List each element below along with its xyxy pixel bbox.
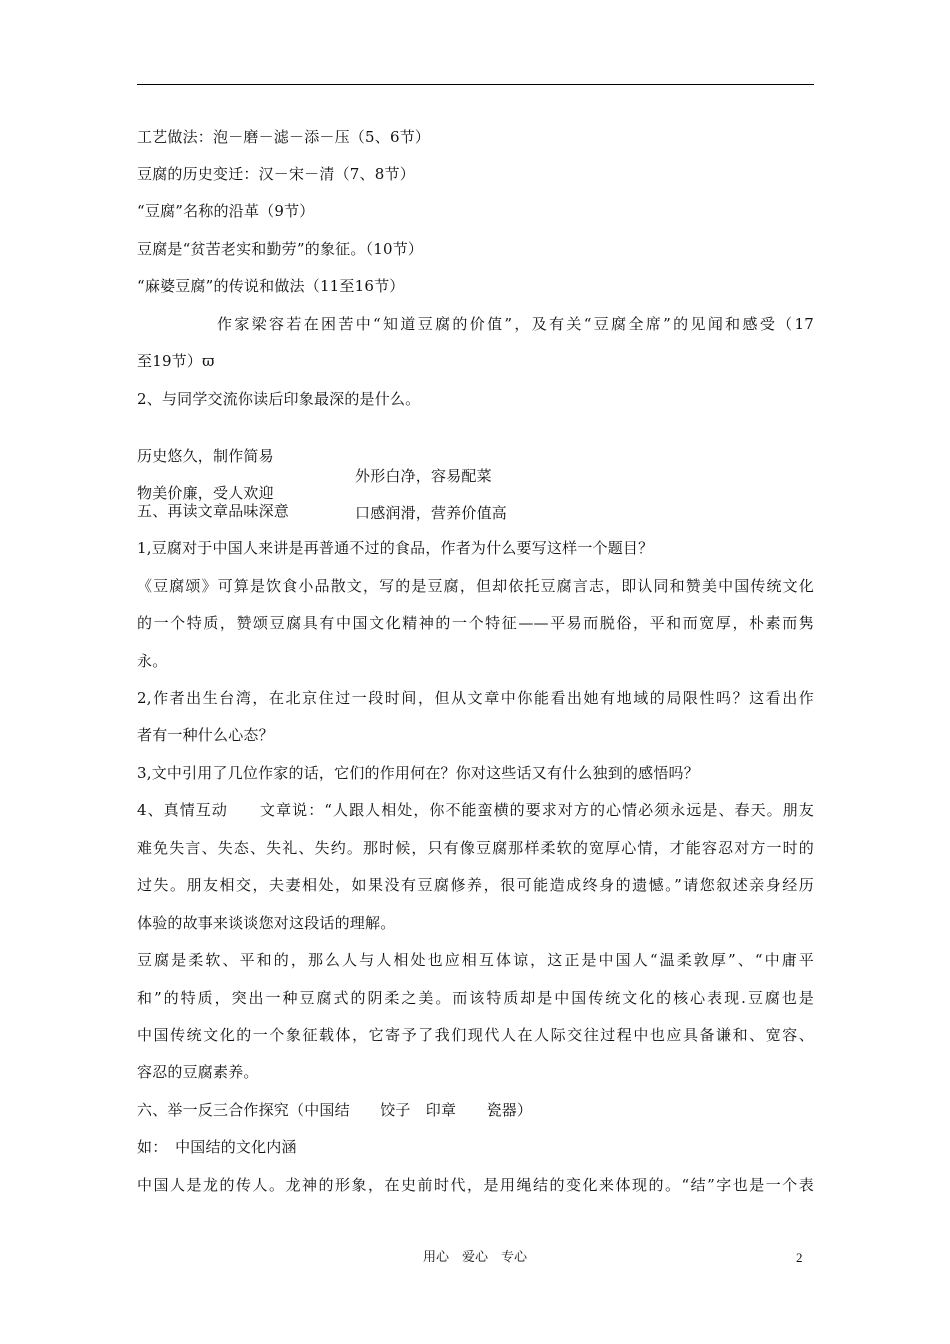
page-number: 2 xyxy=(796,1250,803,1265)
text-line: 体验的故事来谈谈您对这段话的理解。 xyxy=(137,914,396,932)
text-line: 中国人是龙的传人。龙神的形象，在史前时代，是用绳结的变化来体现的。“结”字也是一个表 xyxy=(137,1176,814,1194)
text-line: 中国传统文化的一个象征载体，它寄予了我们现代人在人际交往过程中也应具备谦和、宽容、 xyxy=(137,1026,814,1044)
section-heading: 六、举一反三合作探究（中国结 饺子 印章 瓷器） xyxy=(137,1101,533,1119)
text-line: 工艺做法：泡－磨－滤－添－压（5、6节） xyxy=(137,128,431,146)
text-line: 4、真情互动 文章说：“人跟人相处，你不能蛮横的要求对方的心情必须永远是、春天。朋友 xyxy=(137,801,814,819)
text-line: 《豆腐颂》可算是饮食小品散文，写的是豆腐，但却依托豆腐言志，即认同和赞美中国传统文化 xyxy=(137,577,814,595)
question: 3,文中引用了几位作家的话，它们的作用何在？你对这些话又有什么独到的感悟吗？ xyxy=(137,764,699,782)
text-line: 豆腐的历史变迁：汉－宋－清（7、8节） xyxy=(137,165,415,183)
text-line: 豆腐是柔软、平和的，那么人与人相处也应相互体谅，这正是中国人“温柔敦厚”、“中庸平 xyxy=(137,951,814,969)
text-line: 容忍的豆腐素养。 xyxy=(137,1063,259,1081)
text-line: 2、与同学交流你读后印象最深的是什么。 xyxy=(137,390,421,408)
point-item: 口感润滑，营养价值高 xyxy=(355,504,508,522)
text-line: “豆腐”名称的沿革（9节） xyxy=(137,202,315,220)
text-line: 豆腐是“贫苦老实和勤劳”的象征。（10节） xyxy=(137,240,424,258)
header-rule xyxy=(137,84,814,85)
point-item: 历史悠久，制作简易 xyxy=(137,447,274,465)
text-line: 和”的特质，突出一种豆腐式的阴柔之美。而该特质却是中国传统文化的核心表现.豆腐也是 xyxy=(137,989,814,1007)
question: 2,作者出生台湾，在北京住过一段时间，但从文章中你能看出她有地域的局限性吗？这看出作 xyxy=(137,689,814,707)
text-line: 至19节）ϖ xyxy=(137,352,215,370)
section-heading: 五、再读文章品味深意 xyxy=(137,502,290,520)
point-item: 外形白净，容易配菜 xyxy=(355,467,492,485)
question: 1,豆腐对于中国人来讲是再普通不过的食品，作者为什么要写这样一个题目？ xyxy=(137,539,654,557)
point-item: 物美价廉，受人欢迎 xyxy=(137,484,274,502)
text-line: “麻婆豆腐”的传说和做法（11至16节） xyxy=(137,277,405,295)
text-line: 难免失言、失态、失礼、失约。那时候，只有像豆腐那样柔软的宽厚心情，才能容忍对方一时的 xyxy=(137,839,814,857)
text-line: 永。 xyxy=(137,652,168,670)
text-line: 的一个特质，赞颂豆腐具有中国文化精神的一个特征——平易而脱俗，平和而宽厚，朴素而隽 xyxy=(137,614,814,632)
text-line: 如： 中国结的文化内涵 xyxy=(137,1138,297,1156)
text-line: 作家梁容若在困苦中“知道豆腐的价值”，及有关“豆腐全席”的见闻和感受（17 xyxy=(217,315,814,333)
question: 者有一种什么心态？ xyxy=(137,726,274,744)
footer-motto: 用心 爱心 专心 xyxy=(422,1250,527,1265)
text-line: 过失。朋友相交，夫妻相处，如果没有豆腐修养，很可能造成终身的遗憾。”请您叙述亲身经历 xyxy=(137,876,814,894)
